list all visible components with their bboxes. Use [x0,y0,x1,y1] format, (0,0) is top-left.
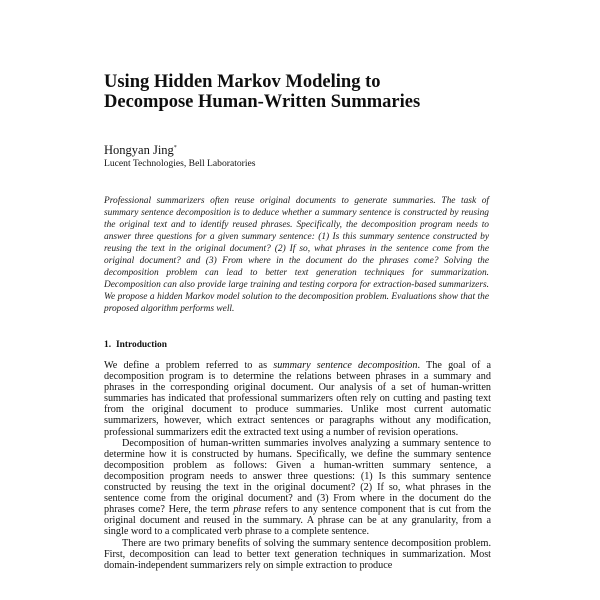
author-affiliation: Lucent Technologies, Bell Laboratories [104,158,256,169]
section-number: 1. [104,340,112,350]
term-phrase: phrase [233,504,261,516]
paragraph-1-text-a: We define a problem referred to as [104,360,274,371]
author-footnote-mark: * [173,145,177,151]
paper-title-line-2: Decompose Human-Written Summaries [104,92,421,112]
author-name [104,141,177,157]
paper-title [104,72,524,112]
paragraph-2-text-b: refers to any sentence component that is cut from the original document and reused in the summary. A phrase can be at any granularity, from a single word to a complicated verb phrase to a complete sentence. [104,504,491,538]
paragraph-3: There are two primary benefits of solving the summary sentence decomposition problem. First, decomposition can lead to better text generation techniques in summarization. Most domain-independent summarizers rely on simple extraction to produce [104,537,491,571]
paragraph-1-text-b: . The goal of a decomposition program is to determine the relations between phrases in a summary and phrases in the corresponding original document. Our analysis of a set of human-written summaries has indicated that professional summarizers often rely on cutting and pasting text from the original document to produce summaries. Unlike most current automatic summarizers, however, which extract sentences or paragraphs without any modification, professional summarizers edit the extracted text using a number of revision operations. [104,360,491,438]
paragraph-2 [104,438,491,538]
paper-title-line-1: Using Hidden Markov Modeling to [104,72,381,92]
term-summary-sentence-decomposition: summary sentence decomposition [273,360,418,371]
section-title: Introduction [116,340,167,350]
introduction-body [104,360,491,600]
author-name-text: Hongyan Jing [104,143,174,157]
paragraph-1 [104,360,491,438]
section-heading-introduction [104,340,167,351]
paragraph-2-text-a: Decomposition of human-written summaries involves analyzing a summary sentence to determine how it is constructed by humans. Specifically, we define the summary sentence decomposition problem as follows: Given a human-written summary sentence, a decomposition program needs to answer three questions: (1) Is this summary sentence constructed by reusing the text in the original document? (2) If so, what phrases in the sentence come from the original document? and (3) From where in the document do the phrases come? Here, the term [104,437,491,516]
abstract: Professional summarizers often reuse original documents to generate summaries. The task of summary sentence decomposition is to deduce whether a summary sentence is constructed by reusing the original text and to identify reused phrases. Specifically, the decomposition program needs to answer three questions for a given summary sentence: (1) Is this summary sentence constructed by reusing the text in the original document? (2) If so, what phrases in the sentence come from the original document? and (3) From where in the document do the phrases come? Solving the decomposition problem can lead to better text generation techniques for summarization. Decomposition can also provide large training and testing corpora for extraction-based summarizers. We propose a hidden Markov model solution to the decomposition problem. Evaluations show that the proposed algorithm performs well. [104,196,489,314]
